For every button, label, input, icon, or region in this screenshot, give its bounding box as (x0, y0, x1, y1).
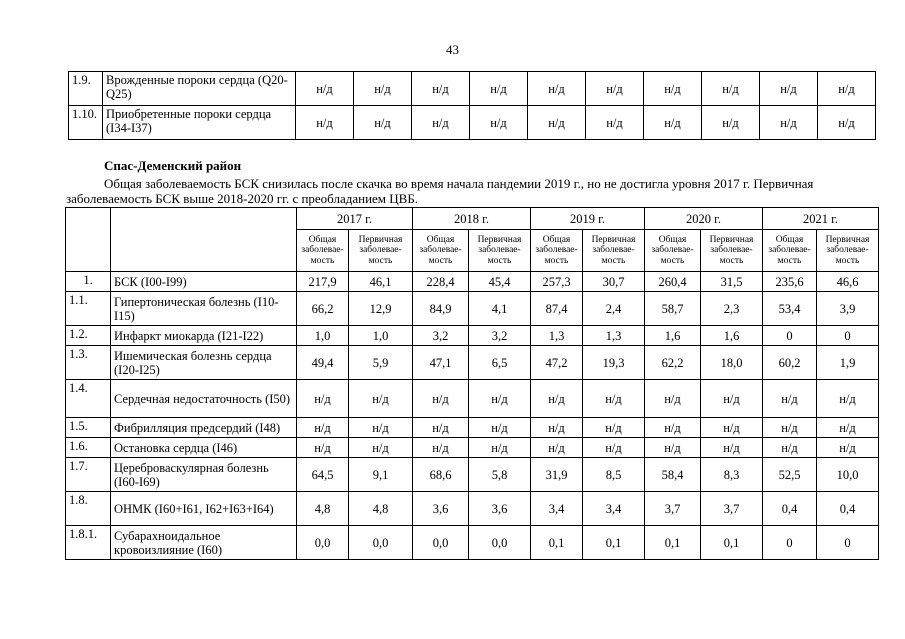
value-cell: н/д (644, 72, 702, 106)
year-header-2020: 2020 г. (645, 208, 763, 230)
value-cell: н/д (528, 106, 586, 140)
value-cell: н/д (583, 380, 645, 418)
value-cell: 6,5 (469, 346, 531, 380)
top-table-body (69, 72, 876, 140)
value-cell: 53,4 (763, 292, 817, 326)
value-cell: 4,8 (349, 492, 413, 526)
value-cell: 3,6 (413, 492, 469, 526)
value-cell: н/д (412, 72, 470, 106)
value-cell: н/д (645, 438, 701, 458)
page-number: 43 (446, 42, 459, 57)
value-cell: 8,5 (583, 458, 645, 492)
value-cell: 68,6 (413, 458, 469, 492)
value-cell: 60,2 (763, 346, 817, 380)
value-cell: н/д (586, 106, 644, 140)
value-cell: 3,9 (817, 292, 879, 326)
value-cell: 18,0 (701, 346, 763, 380)
row-number: 1.4. (66, 380, 111, 418)
value-cell: н/д (531, 380, 583, 418)
value-cell: 1,9 (817, 346, 879, 380)
value-cell: 46,6 (817, 272, 879, 292)
value-cell: 66,2 (297, 292, 349, 326)
subheader-primary: Первичная заболевае-мость (701, 230, 763, 272)
value-cell: 235,6 (763, 272, 817, 292)
table-row (66, 272, 879, 292)
table-row (66, 418, 879, 438)
value-cell: 3,2 (469, 326, 531, 346)
subheader-primary: Первичная заболевае-мость (583, 230, 645, 272)
value-cell: н/д (470, 106, 528, 140)
value-cell: 3,7 (701, 492, 763, 526)
year-header-2018: 2018 г. (413, 208, 531, 230)
value-cell: 84,9 (413, 292, 469, 326)
subheader-general: Общая заболевае-мость (763, 230, 817, 272)
value-cell: 62,2 (645, 346, 701, 380)
value-cell: 1,6 (645, 326, 701, 346)
value-cell: н/д (645, 418, 701, 438)
value-cell: н/д (528, 72, 586, 106)
value-cell: 31,9 (531, 458, 583, 492)
row-label: Врожденные пороки сердца (Q20-Q25) (103, 72, 296, 106)
value-cell: н/д (531, 438, 583, 458)
subheader-primary: Первичная заболевае-мость (349, 230, 413, 272)
table-row (66, 526, 879, 560)
row-number: 1.7. (66, 458, 111, 492)
value-cell: 1,6 (701, 326, 763, 346)
value-cell: 3,4 (531, 492, 583, 526)
value-cell: н/д (349, 438, 413, 458)
value-cell: 46,1 (349, 272, 413, 292)
value-cell: н/д (413, 438, 469, 458)
value-cell: 2,4 (583, 292, 645, 326)
value-cell: 0,1 (583, 526, 645, 560)
value-cell: н/д (586, 72, 644, 106)
row-label: Сердечная недостаточность (I50) (111, 380, 297, 418)
value-cell: н/д (469, 418, 531, 438)
row-label: Ишемическая болезнь сердца (I20-I25) (111, 346, 297, 380)
subheader-general: Общая заболевае-мость (531, 230, 583, 272)
value-cell: 47,1 (413, 346, 469, 380)
value-cell: 0 (763, 526, 817, 560)
value-cell: н/д (760, 106, 818, 140)
value-cell: 1,0 (349, 326, 413, 346)
table-row (66, 326, 879, 346)
row-label: Субарахноидальное кровоизлияние (I60) (111, 526, 297, 560)
row-number: 1. (66, 272, 111, 292)
value-cell: н/д (354, 72, 412, 106)
section-heading: Спас-Деменский район (104, 158, 242, 173)
subheader-general: Общая заболевае-мость (645, 230, 701, 272)
value-cell: 0 (763, 326, 817, 346)
value-cell: н/д (763, 418, 817, 438)
value-cell: н/д (412, 106, 470, 140)
value-cell: н/д (296, 72, 354, 106)
row-label: Приобретенные пороки сердца (I34-I37) (103, 106, 296, 140)
value-cell: н/д (702, 72, 760, 106)
value-cell: н/д (349, 418, 413, 438)
value-cell: 5,9 (349, 346, 413, 380)
value-cell: н/д (349, 380, 413, 418)
value-cell: н/д (297, 418, 349, 438)
value-cell: 10,0 (817, 458, 879, 492)
row-number: 1.10. (69, 106, 103, 140)
year-header-row (66, 208, 879, 230)
row-label: Гипертоническая болезнь (I10-I15) (111, 292, 297, 326)
value-cell: 0,1 (645, 526, 701, 560)
value-cell: 3,7 (645, 492, 701, 526)
value-cell: 0,1 (531, 526, 583, 560)
table-row (66, 292, 879, 326)
row-label: Фибрилляция предсердий (I48) (111, 418, 297, 438)
value-cell: 19,3 (583, 346, 645, 380)
value-cell: 1,3 (583, 326, 645, 346)
value-cell: 31,5 (701, 272, 763, 292)
value-cell: 0,0 (413, 526, 469, 560)
value-cell: н/д (817, 438, 879, 458)
value-cell: н/д (297, 438, 349, 458)
main-table (65, 207, 879, 560)
value-cell: 5,8 (469, 458, 531, 492)
value-cell: н/д (354, 106, 412, 140)
value-cell: 47,2 (531, 346, 583, 380)
value-cell: н/д (702, 106, 760, 140)
value-cell: н/д (763, 438, 817, 458)
value-cell: н/д (818, 106, 876, 140)
value-cell: 0,1 (701, 526, 763, 560)
value-cell: н/д (583, 418, 645, 438)
table-row (66, 492, 879, 526)
table-row (69, 72, 876, 106)
num-header-cell (66, 208, 111, 272)
table-row (69, 106, 876, 140)
row-label: БСК (I00-I99) (111, 272, 297, 292)
value-cell: 64,5 (297, 458, 349, 492)
value-cell: н/д (297, 380, 349, 418)
value-cell: н/д (760, 72, 818, 106)
value-cell: 12,9 (349, 292, 413, 326)
label-header-cell (111, 208, 297, 272)
row-number: 1.2. (66, 326, 111, 346)
value-cell: н/д (817, 418, 879, 438)
year-header-2021: 2021 г. (763, 208, 879, 230)
value-cell: н/д (701, 380, 763, 418)
value-cell: н/д (645, 380, 701, 418)
row-number: 1.8.1. (66, 526, 111, 560)
value-cell: 45,4 (469, 272, 531, 292)
value-cell: 8,3 (701, 458, 763, 492)
value-cell: 30,7 (583, 272, 645, 292)
top-table (68, 71, 876, 140)
value-cell: н/д (413, 418, 469, 438)
value-cell: 0,4 (763, 492, 817, 526)
subheader-primary: Первичная заболевае-мость (817, 230, 879, 272)
value-cell: 257,3 (531, 272, 583, 292)
value-cell: 3,2 (413, 326, 469, 346)
value-cell: н/д (296, 106, 354, 140)
row-number: 1.8. (66, 492, 111, 526)
row-label: Инфаркт миокарда (I21-I22) (111, 326, 297, 346)
value-cell: 0 (817, 326, 879, 346)
row-number: 1.1. (66, 292, 111, 326)
value-cell: 260,4 (645, 272, 701, 292)
table-row (66, 438, 879, 458)
value-cell: 0,4 (817, 492, 879, 526)
value-cell: н/д (470, 72, 528, 106)
value-cell: 87,4 (531, 292, 583, 326)
subheader-general: Общая заболевае-мость (297, 230, 349, 272)
main-table-body (66, 272, 879, 560)
value-cell: 0,0 (297, 526, 349, 560)
section-paragraph: Общая заболеваемость БСК снизилась после скачка во время начала пандемии 2019 г., но не достигла уровня 2017 г. Первичная заболеваемость БСК выше 2018-2020 гг. с преобладанием ЦВБ. (66, 176, 814, 206)
row-number: 1.6. (66, 438, 111, 458)
value-cell: 228,4 (413, 272, 469, 292)
value-cell: н/д (701, 438, 763, 458)
value-cell: 58,7 (645, 292, 701, 326)
value-cell: 217,9 (297, 272, 349, 292)
value-cell: 49,4 (297, 346, 349, 380)
subheader-primary: Первичная заболевае-мость (469, 230, 531, 272)
value-cell: н/д (817, 380, 879, 418)
row-label: Остановка сердца (I46) (111, 438, 297, 458)
value-cell: 52,5 (763, 458, 817, 492)
value-cell: 0 (817, 526, 879, 560)
value-cell: 1,3 (531, 326, 583, 346)
value-cell: 4,1 (469, 292, 531, 326)
value-cell: 4,8 (297, 492, 349, 526)
value-cell: 0,0 (469, 526, 531, 560)
row-label: ОНМК (I60+I61, I62+I63+I64) (111, 492, 297, 526)
value-cell: н/д (763, 380, 817, 418)
row-number: 1.9. (69, 72, 103, 106)
table-row (66, 380, 879, 418)
table-row (66, 458, 879, 492)
value-cell: 9,1 (349, 458, 413, 492)
value-cell: н/д (469, 438, 531, 458)
subheader-general: Общая заболевае-мость (413, 230, 469, 272)
value-cell: 0,0 (349, 526, 413, 560)
value-cell: н/д (413, 380, 469, 418)
year-header-2019: 2019 г. (531, 208, 645, 230)
value-cell: н/д (701, 418, 763, 438)
value-cell: н/д (818, 72, 876, 106)
value-cell: н/д (583, 438, 645, 458)
value-cell: н/д (644, 106, 702, 140)
row-number: 1.5. (66, 418, 111, 438)
value-cell: 58,4 (645, 458, 701, 492)
row-label: Цереброваскулярная болезнь (I60-I69) (111, 458, 297, 492)
value-cell: н/д (531, 418, 583, 438)
table-row (66, 346, 879, 380)
value-cell: 1,0 (297, 326, 349, 346)
row-number: 1.3. (66, 346, 111, 380)
value-cell: 3,4 (583, 492, 645, 526)
year-header-2017: 2017 г. (297, 208, 413, 230)
value-cell: н/д (469, 380, 531, 418)
value-cell: 2,3 (701, 292, 763, 326)
value-cell: 3,6 (469, 492, 531, 526)
